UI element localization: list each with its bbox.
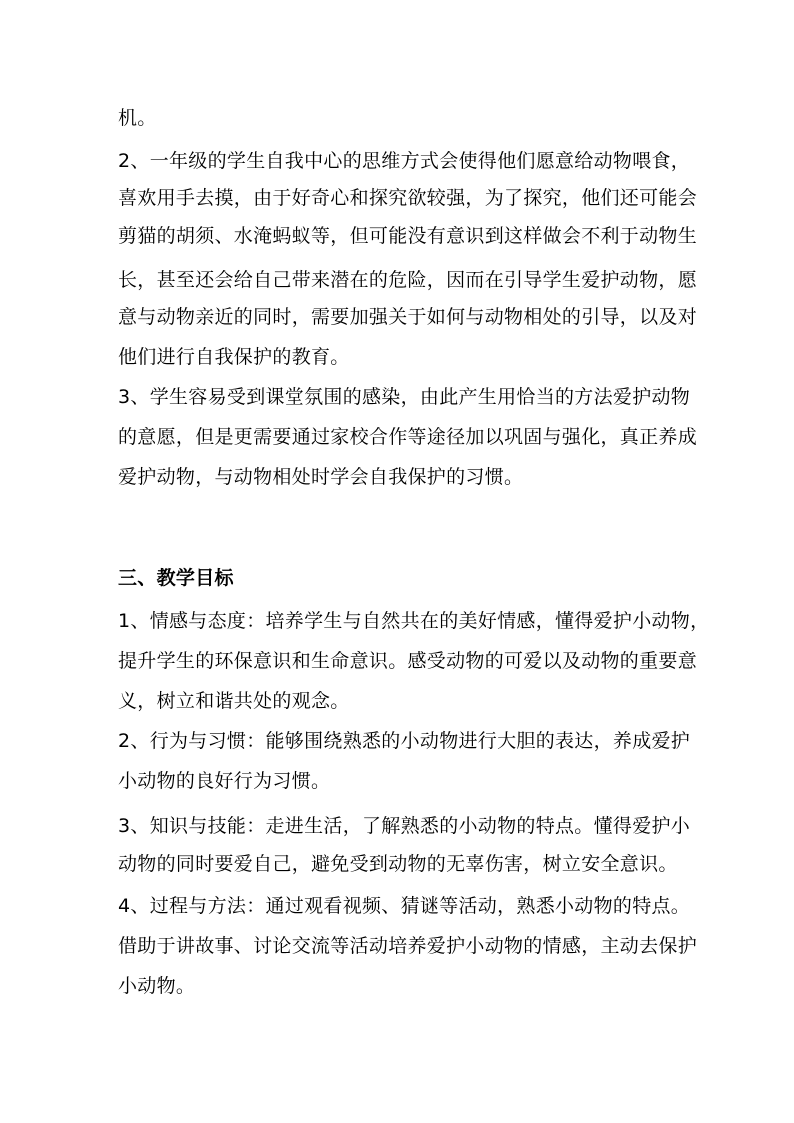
paragraph-line: 他们进行自我保护的教育。: [118, 346, 350, 368]
paragraph-line: 义，树立和谐共处的观念。: [118, 690, 350, 712]
section-heading: 三、教学目标: [118, 567, 234, 589]
paragraph-line: 意与动物亲近的同时，需要加强关于如何与动物相处的引导，以及对: [118, 306, 698, 328]
paragraph-line: 1、情感与态度：培养学生与自然共在的美好情感，懂得爱护小动物，: [118, 610, 710, 632]
paragraph-line: 2、行为与习惯：能够围绕熟悉的小动物进行大胆的表达，养成爱护: [118, 730, 691, 752]
paragraph-line: 借助于讲故事、讨论交流等活动培养爱护小动物的情感，主动去保护: [118, 935, 698, 957]
paragraph-line: 的意愿，但是更需要通过家校合作等途径加以巩固与强化，真正养成: [118, 426, 698, 448]
paragraph-line: 提升学生的环保意识和生命意识。感受动物的可爱以及动物的重要意: [118, 650, 698, 672]
paragraph-line: 3、知识与技能：走进生活，了解熟悉的小动物的特点。懂得爱护小: [118, 815, 691, 837]
paragraph-line: 3、学生容易受到课堂氛围的感染，由此产生用恰当的方法爱护动物: [118, 386, 691, 408]
paragraph-line: 长，甚至还会给自己带来潜在的危险，因而在引导学生爱护动物，愿: [118, 269, 698, 291]
paragraph-line: 剪猫的胡须、水淹蚂蚁等，但可能没有意识到这样做会不利于动物生: [118, 225, 698, 247]
paragraph-line: 喜欢用手去摸，由于好奇心和探究欲较强，为了探究，他们还可能会: [118, 187, 698, 209]
paragraph-line: 机。: [118, 107, 157, 129]
paragraph-line: 小动物。: [118, 975, 196, 997]
paragraph-line: 小动物的良好行为习惯。: [118, 770, 331, 792]
paragraph-line: 动物的同时要爱自己，避免受到动物的无辜伤害，树立安全意识。: [118, 853, 678, 875]
paragraph-line: 2、一年级的学生自我中心的思维方式会使得他们愿意给动物喂食，: [118, 150, 691, 172]
paragraph-line: 4、过程与方法：通过观看视频、猜谜等活动，熟悉小动物的特点。: [118, 895, 691, 917]
paragraph-line: 爱护动物，与动物相处时学会自我保护的习惯。: [118, 466, 524, 488]
